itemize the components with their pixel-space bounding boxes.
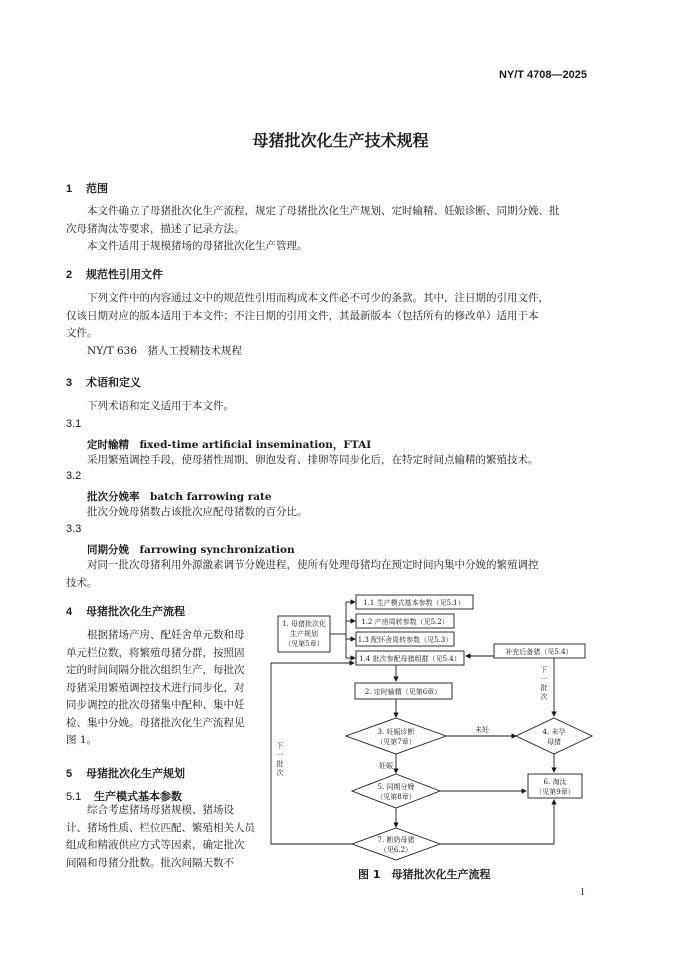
pregnancy-diagnosis-diamond (346, 718, 446, 754)
standard-code: NY/T 4708—2025 (498, 69, 587, 81)
paragraph-line: 根据猪场产房、配妊舍单元数和母 (87, 629, 245, 641)
paragraph-line: 下列术语和定义适用于本文件。 (87, 400, 234, 412)
farrowing-label: （见第8章） (376, 793, 416, 801)
arrow-weaned-to-cull (440, 800, 554, 844)
paragraph-line: 对同一批次母猪利用外源激素调节分娩进程，使所有处理母猪均在预定时间内集中分娩的繁殖调控 (87, 559, 539, 571)
paragraph-line: 本文件确立了母猪批次化生产流程，规定了母猪批次化生产规划、定时输精、妊娠诊断、同期分娩、批 (87, 205, 560, 217)
section-number: 2 (66, 269, 73, 281)
term-3-3-number: 3.3 (66, 523, 82, 535)
not-pregnant-label: 未妊 (475, 726, 489, 734)
section-title: 母猪批次化生产流程 (86, 605, 185, 618)
plan-box-line: 1. 母猪批次化 (282, 620, 326, 628)
paragraph-line: 间隔和母猪分批数。批次间隔天数不 (66, 856, 234, 869)
paragraph-line: 同步调控的批次母猪集中配种、集中妊 (66, 699, 245, 711)
next-batch-left-char: 一 (276, 751, 284, 759)
section-number: 1 (66, 183, 73, 195)
section-title: 术语和定义 (86, 376, 141, 389)
document-title: 母猪批次化生产技术规程 (252, 131, 429, 150)
section-4-body (66, 627, 245, 750)
next-batch-right-char: 一 (540, 675, 548, 683)
open-sow-label: 母猪 (547, 738, 561, 746)
paragraph-line: 下列文件中的内容通过文中的规范性引用而构成本文件必不可少的条款。其中，注日期的引用文件， (87, 292, 549, 304)
pregnant-label: 妊娠 (379, 762, 393, 770)
figure-caption: 图 1 母猪批次化生产流程 (358, 868, 491, 881)
plan-box-line: 生产规划 (290, 630, 318, 638)
paragraph-line: 单元栏位数，将繁殖母猪分群，按照固 (66, 646, 245, 659)
paragraph-line: 技术。 (66, 576, 98, 589)
term-3-1-definition: 采用繁殖调控手段，使母猪性周期、卵泡发育、排卵等同步化后，在特定时间点输精的繁殖技术。 (87, 454, 539, 466)
section-title: 范围 (86, 182, 108, 195)
paragraph-line: 检、集中分娩。母猪批次化生产流程见 (66, 716, 245, 729)
next-batch-right-char: 批 (540, 684, 548, 692)
diagnosis-label: 3. 妊娠诊断 (377, 728, 415, 736)
paragraph-line: 综合考虑猪场母猪规模、猪场设 (87, 804, 234, 816)
section-3-intro (66, 398, 234, 416)
weaned-sow-label: 7. 断奶母猪 (377, 836, 415, 844)
paragraph-line: 定的时间间隔分批次组织生产，每批次 (66, 664, 245, 676)
param-label-3: 1.3 配怀舍周转参数（见5.3） (357, 636, 453, 644)
section-4-heading (66, 603, 185, 619)
section-1-heading (66, 180, 108, 196)
subsection-number: 5.1 (66, 791, 82, 803)
normative-reference (66, 343, 549, 361)
next-batch-left-char: 次 (276, 769, 284, 777)
section-number: 3 (66, 377, 73, 389)
next-batch-left-char: 下 (276, 742, 284, 750)
cull-label: （见第9章） (535, 788, 575, 796)
paragraph-line: 仅该日期对应的版本适用于本文件；不注日期的引用文件，其最新版本（包括所有的修改单）适用于本 (66, 309, 539, 322)
term-3-1-title: 定时输精 fixed-time artificial insemination，FTAI (87, 439, 372, 451)
paragraph-line: 母猪采用繁殖调控技术进行同步化，对 (66, 681, 245, 694)
param-label-4: 1.4 批次参配母猪组群（见5.4） (359, 655, 461, 663)
section-5-heading (66, 765, 185, 781)
open-sow-diamond (516, 718, 592, 754)
subsection-title: 生产模式基本参数 (94, 790, 182, 803)
section-2-heading (66, 266, 163, 282)
paragraph-line: 计、猪场性质、栏位匹配、繁殖相关人员 (66, 821, 255, 834)
next-batch-left-char: 批 (276, 760, 284, 768)
plan-box-line: （见第5章） (284, 640, 324, 648)
section-1-body (66, 203, 560, 256)
section-3-heading (66, 374, 141, 390)
weaned-sow-diamond (352, 828, 440, 860)
term-3-2-title: 批次分娩率 batch farrowing rate (87, 491, 272, 503)
diagnosis-label: （见第7章） (376, 738, 416, 746)
batch-production-flowchart (268, 590, 593, 862)
param-label-2: 1.2 产房周转参数（见5.2） (361, 618, 449, 626)
farrowing-diamond (352, 774, 440, 808)
weaned-sow-label: （见6.2） (379, 846, 413, 854)
section-2-body (66, 290, 549, 360)
section-title: 规范性引用文件 (86, 268, 163, 281)
section-title: 母猪批次化生产规划 (86, 767, 185, 780)
paragraph-line: 本文件适用于规模猪场的母猪批次化生产管理。 (87, 240, 308, 252)
next-batch-right-char: 下 (540, 666, 548, 674)
section-number: 5 (66, 768, 73, 780)
cull-label: 6. 淘汰 (543, 778, 567, 786)
next-batch-right-char: 次 (540, 693, 548, 701)
paragraph-line: 组成和精液供应方式等因素，确定批次 (66, 839, 245, 851)
farrowing-label: 5. 同期分娩 (377, 783, 415, 791)
reference-title: 猪人工授精技术规程 (147, 344, 243, 357)
subsection-5-1-body (66, 802, 255, 872)
replenish-label: 补充后备猪（见5.4） (505, 648, 573, 656)
paragraph-line: 图 1。 (66, 734, 98, 746)
paragraph-line: 文件。 (66, 327, 98, 339)
page-number: 1 (580, 887, 585, 898)
term-3-1-number: 3.1 (66, 418, 82, 430)
term-3-3-definition (66, 557, 539, 592)
param-label-1: 1.1 生产模式基本参数（见5.1） (363, 599, 465, 607)
term-3-2-number: 3.2 (66, 470, 82, 482)
term-3-2-definition: 批次分娩母猪数占该批次应配母猪数的百分比。 (87, 506, 308, 518)
ftai-label: 2. 定时输精（见第6章） (364, 688, 442, 696)
open-sow-label: 4. 未孕 (542, 728, 566, 736)
term-3-3-title: 同期分娩 farrowing synchronization (87, 544, 295, 556)
reference-code: NY/T 636 (87, 344, 138, 357)
section-number: 4 (66, 606, 73, 618)
paragraph-line: 次母猪淘汰等要求，描述了记录方法。 (66, 222, 245, 235)
